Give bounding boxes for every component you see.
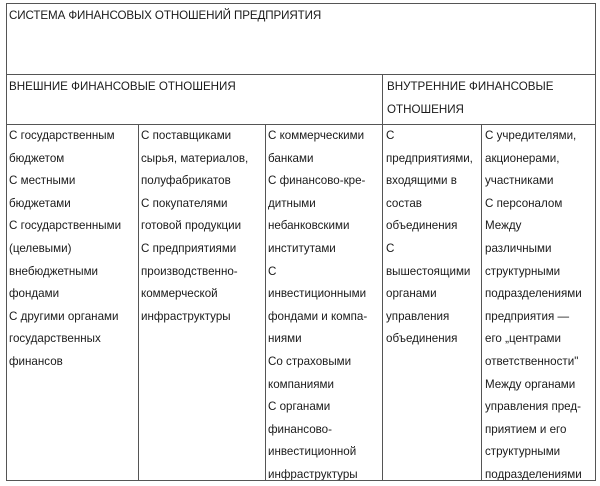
cell-line: С поставщиками <box>141 129 232 142</box>
table-title: СИСТЕМА ФИНАНСОВЫХ ОТНОШЕНИЙ ПРЕДПРИЯТИЯ <box>9 9 322 22</box>
cell-line: объединения <box>386 332 458 346</box>
cell-line: инвестиционными <box>268 287 367 301</box>
column-suppliers-buyers <box>138 124 265 480</box>
column-banks-investment <box>265 124 382 480</box>
cell-line: государственных <box>9 332 101 346</box>
cell-line: С покупателями <box>141 196 228 210</box>
cell-line: банками <box>268 151 314 165</box>
cell-line: различными <box>485 241 552 255</box>
cell-line: органами <box>386 287 437 301</box>
cell-line: С <box>268 264 277 278</box>
cell-line: Между <box>485 219 522 233</box>
cell-line: акционерами, <box>485 151 560 165</box>
cell-line: бюджетами <box>9 196 71 210</box>
cell-line: структурными <box>485 264 561 278</box>
cell-line: управления <box>386 309 450 323</box>
cell-line: компаниями <box>268 377 334 391</box>
external-relations-header: ВНЕШНИЕ ФИНАНСОВЫЕ ОТНОШЕНИЯ <box>7 74 382 124</box>
financial-relations-table <box>6 3 596 481</box>
cell-line: фондами <box>9 287 60 301</box>
cell-line: приятием и его <box>485 422 567 436</box>
cell-line: С органами <box>268 400 331 414</box>
cell-line: подразделениями <box>485 467 582 480</box>
cell-line: С <box>386 129 395 142</box>
cell-line: С персоналом <box>485 196 563 210</box>
cell-line: инфраструктуры <box>268 467 358 480</box>
cell-line: управления пред- <box>485 400 581 414</box>
cell-line: С местными <box>9 174 76 188</box>
header-line: ВНУТРЕННИЕ ФИНАНСОВЫЕ <box>387 80 554 93</box>
cell-line: полуфабрикатов <box>141 174 231 188</box>
cell-line: С <box>386 241 395 255</box>
cell-line: ответственности" <box>485 354 579 368</box>
cell-line: сырья, материалов, <box>141 151 249 165</box>
cell-line: С предприятиями <box>141 241 237 255</box>
column-association-enterprises <box>382 124 481 480</box>
header-line: ОТНОШЕНИЯ <box>387 102 464 116</box>
cell-line: Со страховыми <box>268 354 352 368</box>
cell-line: С коммерческими <box>268 129 365 142</box>
cell-line: ниями <box>268 332 302 346</box>
cell-line: структурными <box>485 445 561 459</box>
cell-line: С государственными <box>9 219 122 233</box>
cell-line: готовой продукции <box>141 219 242 233</box>
cell-line: коммерческой <box>141 287 218 301</box>
column-government-finance <box>7 124 138 480</box>
cell-line: предприятия — <box>485 309 570 323</box>
cell-line: С учредителями, <box>485 129 577 142</box>
cell-line: С государственным <box>9 129 115 142</box>
column-founders-personnel <box>481 124 595 480</box>
cell-line: дитными <box>268 196 316 210</box>
cell-line: инфраструктуры <box>141 309 231 323</box>
cell-line: небанковскими <box>268 219 350 233</box>
cell-line: его „центрами <box>485 332 561 346</box>
cell-line: С финансово-кре- <box>268 174 366 188</box>
cell-line: фондами и компа- <box>268 309 368 323</box>
cell-line: объединения <box>386 219 458 233</box>
cell-line: институтами <box>268 241 336 255</box>
cell-line: бюджетом <box>9 151 65 165</box>
cell-line: Между органами <box>485 377 576 391</box>
internal-relations-header <box>382 74 595 124</box>
cell-line: вышестоящими <box>386 264 471 278</box>
cell-line: участниками <box>485 174 554 188</box>
cell-line: внебюджетными <box>9 264 99 278</box>
cell-line: состав <box>386 196 422 210</box>
cell-line: финансов <box>9 354 63 368</box>
cell-line: подразделениями <box>485 287 582 301</box>
cell-line: финансово- <box>268 422 332 436</box>
cell-line: производственно- <box>141 264 238 278</box>
cell-line: предприятиями, <box>386 151 473 165</box>
cell-line: входящими в <box>386 174 457 188</box>
cell-line: (целевыми) <box>9 241 72 255</box>
cell-line: инвестиционной <box>268 445 357 459</box>
cell-line: С другими органами <box>9 309 119 323</box>
